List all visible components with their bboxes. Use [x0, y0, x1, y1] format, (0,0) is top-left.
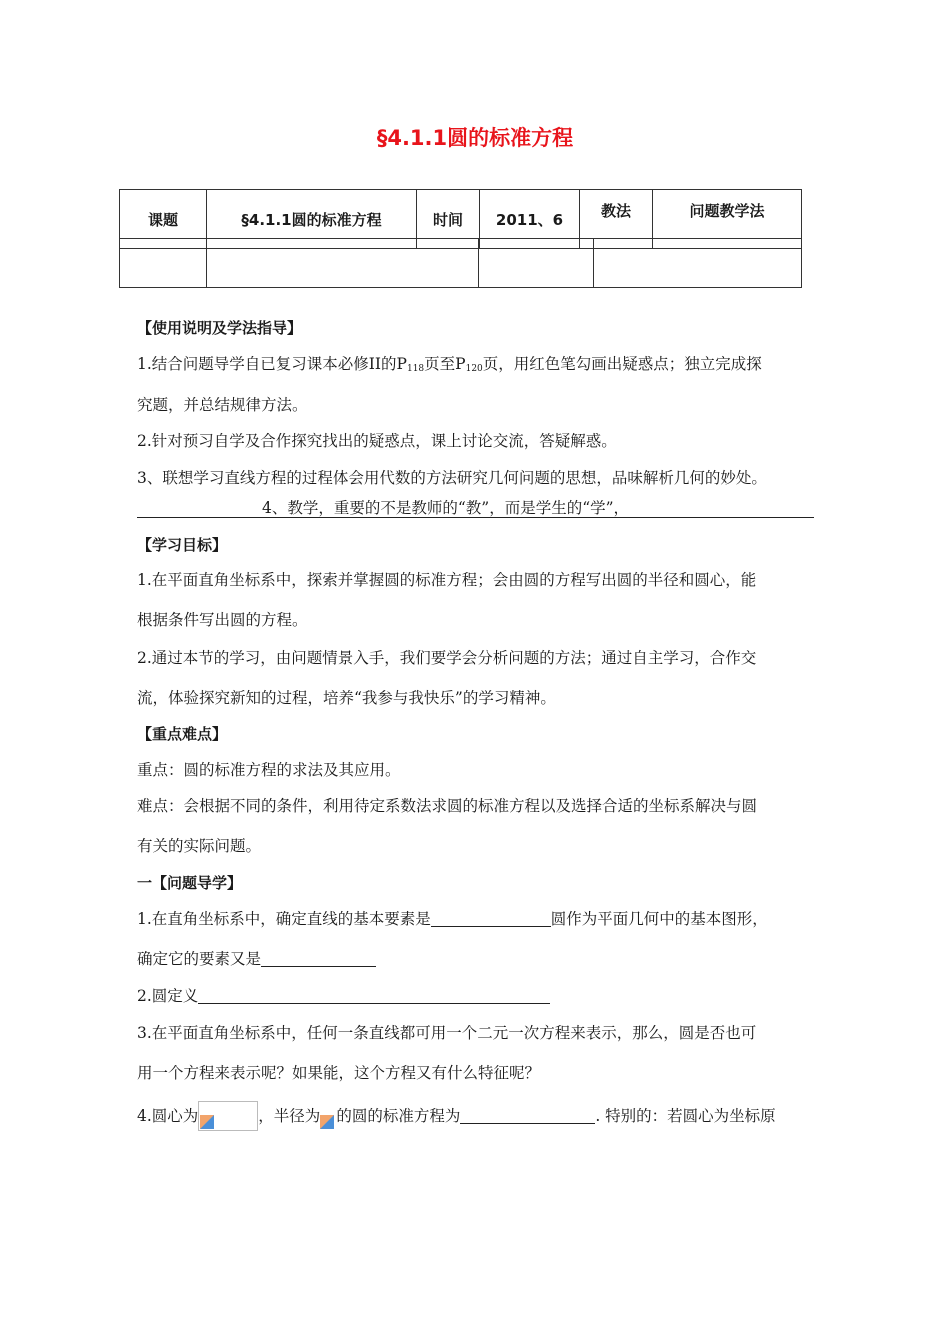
blank-line[interactable]	[460, 1107, 595, 1124]
guide-q1: 1.在直角坐标系中，确定直线的基本要素是 圆作为平面几何中的基本图形，	[137, 910, 768, 928]
goal-1: 1.在平面直角坐标系中，探索并掌握圆的标准方程；会由圆的方程写出圆的半径和圆心，能	[137, 571, 757, 589]
guide-q4: 4.圆心为 ，半径为 的圆的标准方程为 . 特别的：若圆心为坐标原	[137, 1101, 776, 1131]
label-time: 时间	[417, 190, 480, 249]
blank-line[interactable]	[431, 910, 551, 927]
method-value: 问题教学法	[653, 190, 802, 249]
usage-item-1-cont: 究题，并总结规律方法。	[137, 396, 308, 414]
usage-heading: 【使用说明及学法指导】	[137, 319, 303, 337]
usage-item-4: 4、教学，重要的不是教师的“教”，而是学生的“学”，	[262, 499, 630, 517]
label-method: 教法	[580, 190, 653, 249]
usage-item-2: 2.针对预习自学及合作探究找出的疑惑点，课上讨论交流，答疑解惑。	[137, 432, 617, 450]
guide-q1-cont: 确定它的要素又是	[137, 949, 376, 969]
difficult-point-cont: 有关的实际问题。	[137, 837, 262, 855]
guide-q3: 3.在平面直角坐标系中，任何一条直线都可用一个二元一次方程来表示，那么，圆是否也可	[137, 1024, 757, 1042]
blank-line[interactable]	[198, 987, 550, 1004]
empty-cell	[594, 239, 802, 288]
goals-heading: 【学习目标】	[137, 536, 228, 554]
usage-item-3: 3、联想学习直线方程的过程体会用代数的方法研究几何问题的思想，品味解析几何的妙处。	[137, 469, 767, 487]
goal-2: 2.通过本节的学习，由问题情景入手，我们要学会分析问题的方法；通过自主学习，合作交	[137, 649, 757, 667]
page-title: §4.1.1圆的标准方程	[376, 126, 574, 150]
goal-1-cont: 根据条件写出圆的方程。	[137, 611, 308, 629]
label-topic: 课题	[120, 190, 207, 249]
info-table-empty-row	[119, 238, 802, 288]
usage-item-1: 1.结合问题导学自已复习课本必修II的$P_{118}$页至$P_{120}$页，用红色笔勾画出疑惑点；独立完成探	[137, 355, 762, 374]
empty-cell	[120, 239, 207, 288]
guide-q3-cont: 用一个方程来表示呢？如果能，这个方程又有什么特征呢？	[137, 1064, 541, 1082]
difficult-point: 难点：会根据不同的条件，利用待定系数法求圆的标准方程以及选择合适的坐标系解决与圆	[137, 797, 758, 815]
empty-cell	[207, 239, 479, 288]
divider-line	[137, 517, 814, 518]
image-placeholder-icon	[320, 1101, 336, 1131]
topic-value: §4.1.1圆的标准方程	[207, 190, 417, 249]
time-value: 2011、6	[480, 190, 580, 249]
guide-heading: 一【问题导学】	[137, 874, 243, 892]
blank-line[interactable]	[261, 950, 376, 967]
key-point: 重点：圆的标准方程的求法及其应用。	[137, 761, 401, 779]
empty-cell	[479, 239, 594, 288]
keypoints-heading: 【重点难点】	[137, 725, 228, 743]
image-placeholder-icon	[198, 1101, 258, 1131]
goal-2-cont: 流，体验探究新知的过程，培养“我参与我快乐”的学习精神。	[137, 689, 556, 707]
guide-q2: 2.圆定义	[137, 986, 550, 1006]
